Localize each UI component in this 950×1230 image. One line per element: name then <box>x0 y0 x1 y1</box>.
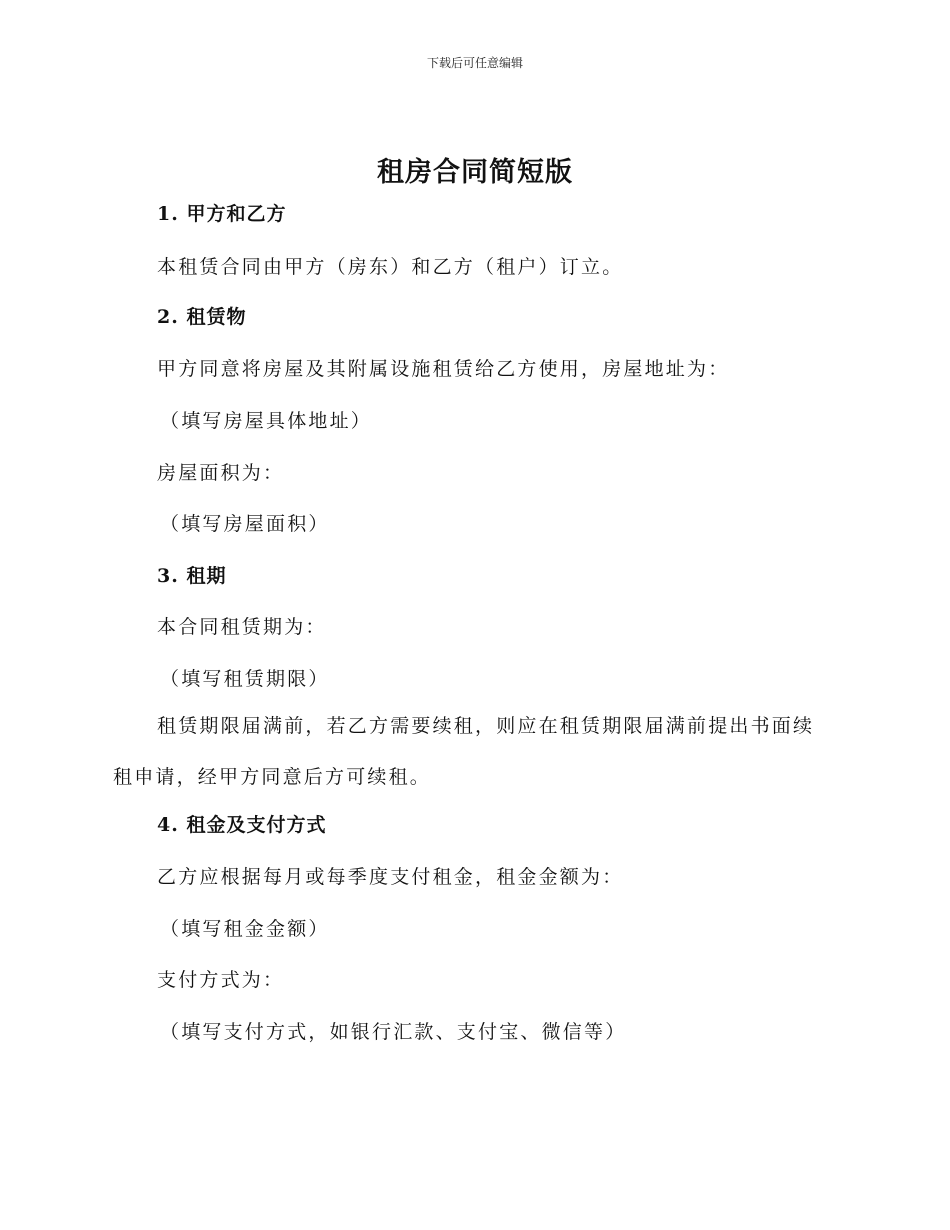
area-placeholder: （填写房屋面积） <box>160 513 330 535</box>
section-4-paragraph-3: 支付方式为： <box>157 969 285 991</box>
term-placeholder: （填写租赁期限） <box>160 668 330 690</box>
section-3-paragraph-1: 本合同租赁期为： <box>157 616 327 638</box>
section-4-paragraph-1: 乙方应根据每月或每季度支付租金，租金金额为： <box>157 866 624 888</box>
document-title: 租房合同简短版 <box>377 157 573 188</box>
section-2-paragraph-3: 房屋面积为： <box>157 462 285 484</box>
address-placeholder: （填写房屋具体地址） <box>160 410 373 432</box>
rent-amount-placeholder: （填写租金金额） <box>160 918 330 940</box>
header-note: 下载后可任意编辑 <box>426 56 523 70</box>
section-1-paragraph: 本租赁合同由甲方（房东）和乙方（租户）订立。 <box>157 256 624 278</box>
renewal-paragraph: 租赁期限届满前，若乙方需要续租，则应在租赁期限届满前提出书面续租申请，经甲方同意后方可续租。 <box>113 715 815 788</box>
section-3-heading: 3. 租期 <box>157 565 227 587</box>
section-2-paragraph-1: 甲方同意将房屋及其附属设施租赁给乙方使用，房屋地址为： <box>157 358 730 380</box>
section-1-heading: 1. 甲方和乙方 <box>157 203 287 225</box>
section-4-heading: 4. 租金及支付方式 <box>157 814 327 836</box>
payment-method-placeholder: （填写支付方式，如银行汇款、支付宝、微信等） <box>160 1021 627 1043</box>
section-2-heading: 2. 租赁物 <box>157 306 247 328</box>
